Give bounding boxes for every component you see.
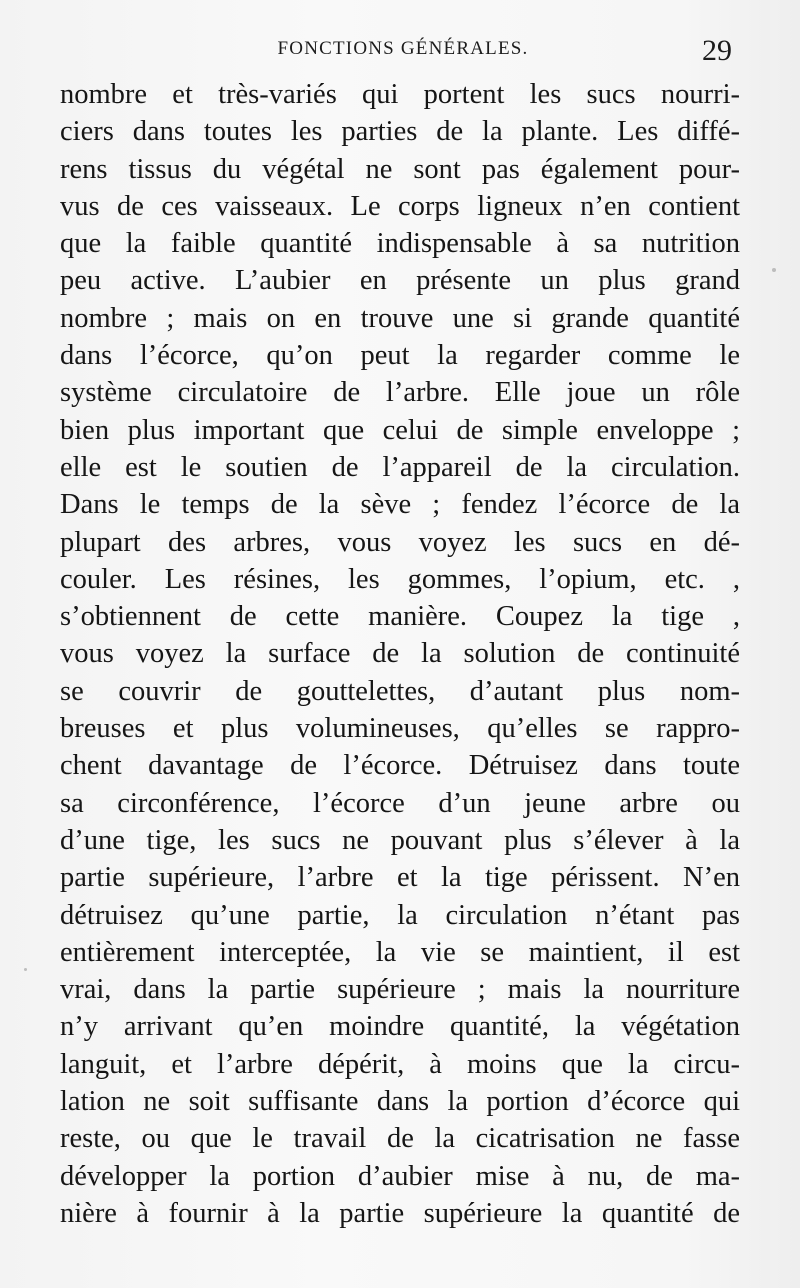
text-line: nombre ; mais on en trouve une si grande quantité bbox=[60, 302, 740, 334]
text-line: nière à fournir à la partie supérieure la quantité de bbox=[60, 1197, 740, 1229]
text-line: système circulatoire de l’arbre. Elle joue un rôle bbox=[60, 377, 740, 409]
text-line: chent davantage de l’écorce. Détruisez dans toute bbox=[60, 750, 740, 782]
text-line: vus de ces vaisseaux. Le corps ligneux n’en contient bbox=[60, 190, 740, 222]
page-header bbox=[0, 34, 800, 74]
text-line: plupart des arbres, vous voyez les sucs en dé- bbox=[60, 526, 740, 558]
text-line: s’obtiennent de cette manière. Coupez la tige , bbox=[60, 601, 740, 633]
text-line: bien plus important que celui de simple enveloppe ; bbox=[60, 414, 740, 446]
text-line: couler. Les résines, les gommes, l’opium, etc. , bbox=[60, 563, 740, 595]
text-line: lation ne soit suffisante dans la portion d’écorce qui bbox=[60, 1086, 740, 1118]
paper-speck bbox=[772, 268, 776, 272]
text-line: elle est le soutien de l’appareil de la circulation. bbox=[60, 451, 740, 483]
text-line: n’y arrivant qu’en moindre quantité, la végétation bbox=[60, 1011, 740, 1043]
text-line: peu active. L’aubier en présente un plus grand bbox=[60, 265, 740, 297]
text-line: ciers dans toutes les parties de la plante. Les diffé- bbox=[60, 116, 740, 148]
text-line: sa circonférence, l’écorce d’un jeune arbre ou bbox=[60, 787, 740, 819]
text-line: nombre et très-variés qui portent les sucs nourri- bbox=[60, 79, 740, 110]
body-text bbox=[60, 76, 740, 1232]
text-line: détruisez qu’une partie, la circulation n’étant pas bbox=[60, 899, 740, 931]
text-line: rens tissus du végétal ne sont pas également pour- bbox=[60, 153, 740, 185]
page-number: 29 bbox=[702, 34, 732, 67]
text-line: vrai, dans la partie supérieure ; mais la nourriture bbox=[60, 974, 740, 1006]
text-line: dans l’écorce, qu’on peut la regarder comme le bbox=[60, 340, 740, 372]
running-title: FONCTIONS GÉNÉRALES. bbox=[277, 38, 529, 59]
text-line: languit, et l’arbre dépérit, à moins que la circu- bbox=[60, 1048, 740, 1080]
text-line: partie supérieure, l’arbre et la tige périssent. N’en bbox=[60, 862, 740, 894]
text-line: développer la portion d’aubier mise à nu, de ma- bbox=[60, 1160, 740, 1192]
text-line: que la faible quantité indispensable à sa nutrition bbox=[60, 228, 740, 260]
text-line: reste, ou que le travail de la cicatrisation ne fasse bbox=[60, 1123, 740, 1155]
text-line: vous voyez la surface de la solution de continuité bbox=[60, 638, 740, 670]
text-line: Dans le temps de la sève ; fendez l’écorce de la bbox=[60, 489, 740, 521]
text-line: d’une tige, les sucs ne pouvant plus s’élever à la bbox=[60, 824, 740, 856]
text-line: breuses et plus volumineuses, qu’elles se rappro- bbox=[60, 713, 740, 745]
text-line: se couvrir de gouttelettes, d’autant plus nom- bbox=[60, 675, 740, 707]
paper-speck bbox=[24, 968, 27, 971]
text-line: entièrement interceptée, la vie se maintient, il est bbox=[60, 936, 740, 968]
